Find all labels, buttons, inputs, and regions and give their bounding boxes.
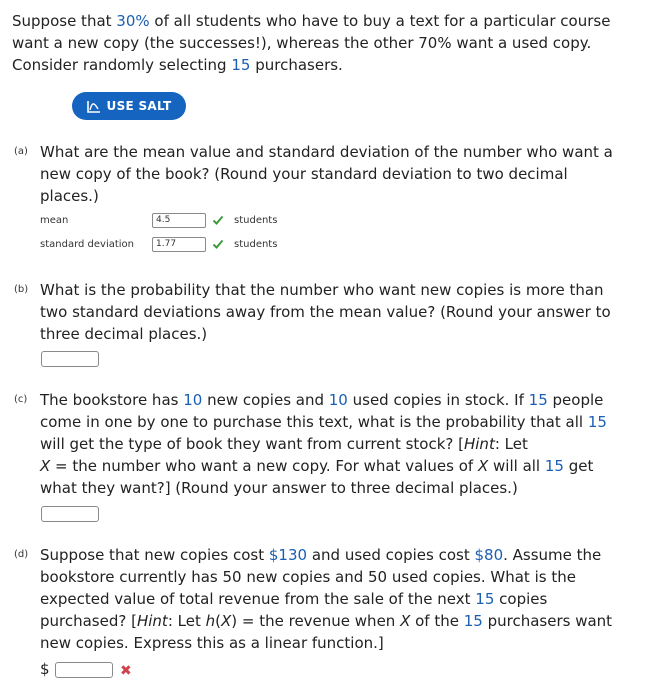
currency-symbol: $ xyxy=(40,660,50,678)
salt-chart-icon xyxy=(87,100,101,113)
intro-percent: 30% xyxy=(116,12,150,30)
correct-check-icon xyxy=(212,238,224,250)
mean-unit: students xyxy=(234,214,278,226)
part-c-label: (c) xyxy=(14,394,28,405)
mean-label: mean xyxy=(40,214,69,226)
part-b-label: (b) xyxy=(14,284,29,295)
correct-check-icon xyxy=(212,214,224,226)
part-a-label: (a) xyxy=(14,146,28,157)
intro-text: purchasers. xyxy=(250,56,343,74)
intro-text: want a new copy (the successes!), whereas the other 70% want a used copy. xyxy=(12,34,592,52)
intro-text: Consider randomly selecting xyxy=(12,56,232,74)
sd-label: standard deviation xyxy=(40,238,135,250)
intro-sample-size: 15 xyxy=(231,56,251,74)
incorrect-x-icon: ✖ xyxy=(120,663,132,679)
intro-text: Suppose that xyxy=(12,12,117,30)
sd-row xyxy=(40,234,277,254)
use-salt-button[interactable] xyxy=(72,92,186,120)
part-d-question: Suppose that new copies cost $130 and used copies cost $80. Assume the bookstore currently has 50 new copies and 50 used copies. What is the expected value of total revenue from the sale of the next 15 copies purchased? [Hint: Let h(X) = the revenue when X of the 15 purchasers want new copies. Express this as a linear function.] xyxy=(40,546,613,652)
use-salt-label: USE SALT xyxy=(106,99,172,113)
sd-unit: students xyxy=(234,238,278,250)
part-c-question: The bookstore has 10 new copies and 10 used copies in stock. If 15 people come in one by one to purchase this text, what is the probability that all 15 will get the type of book they want from current stock? [Hint: Let X = the number who want a new copy. For what values of X will all 15 get what they want?] (Round your answer to three decimal places.) xyxy=(40,391,607,497)
sd-input[interactable] xyxy=(152,237,206,252)
part-c-answer-input[interactable] xyxy=(41,506,99,522)
part-d-answer-input[interactable] xyxy=(55,662,113,678)
part-a-question: What are the mean value and standard deviation of the number who want a new copy of the book? (Round your standard deviation to two decimal places.) xyxy=(40,143,613,205)
problem-intro xyxy=(12,10,662,76)
part-d-label: (d) xyxy=(14,549,29,560)
part-b-question: What is the probability that the number who want new copies is more than two standard deviations away from the mean value? (Round your answer to three decimal places.) xyxy=(40,281,611,343)
mean-input[interactable] xyxy=(152,213,206,228)
intro-text: of all students who have to buy a text for a particular course xyxy=(149,12,611,30)
mean-row xyxy=(40,210,277,230)
part-b-answer-input[interactable] xyxy=(41,351,99,367)
